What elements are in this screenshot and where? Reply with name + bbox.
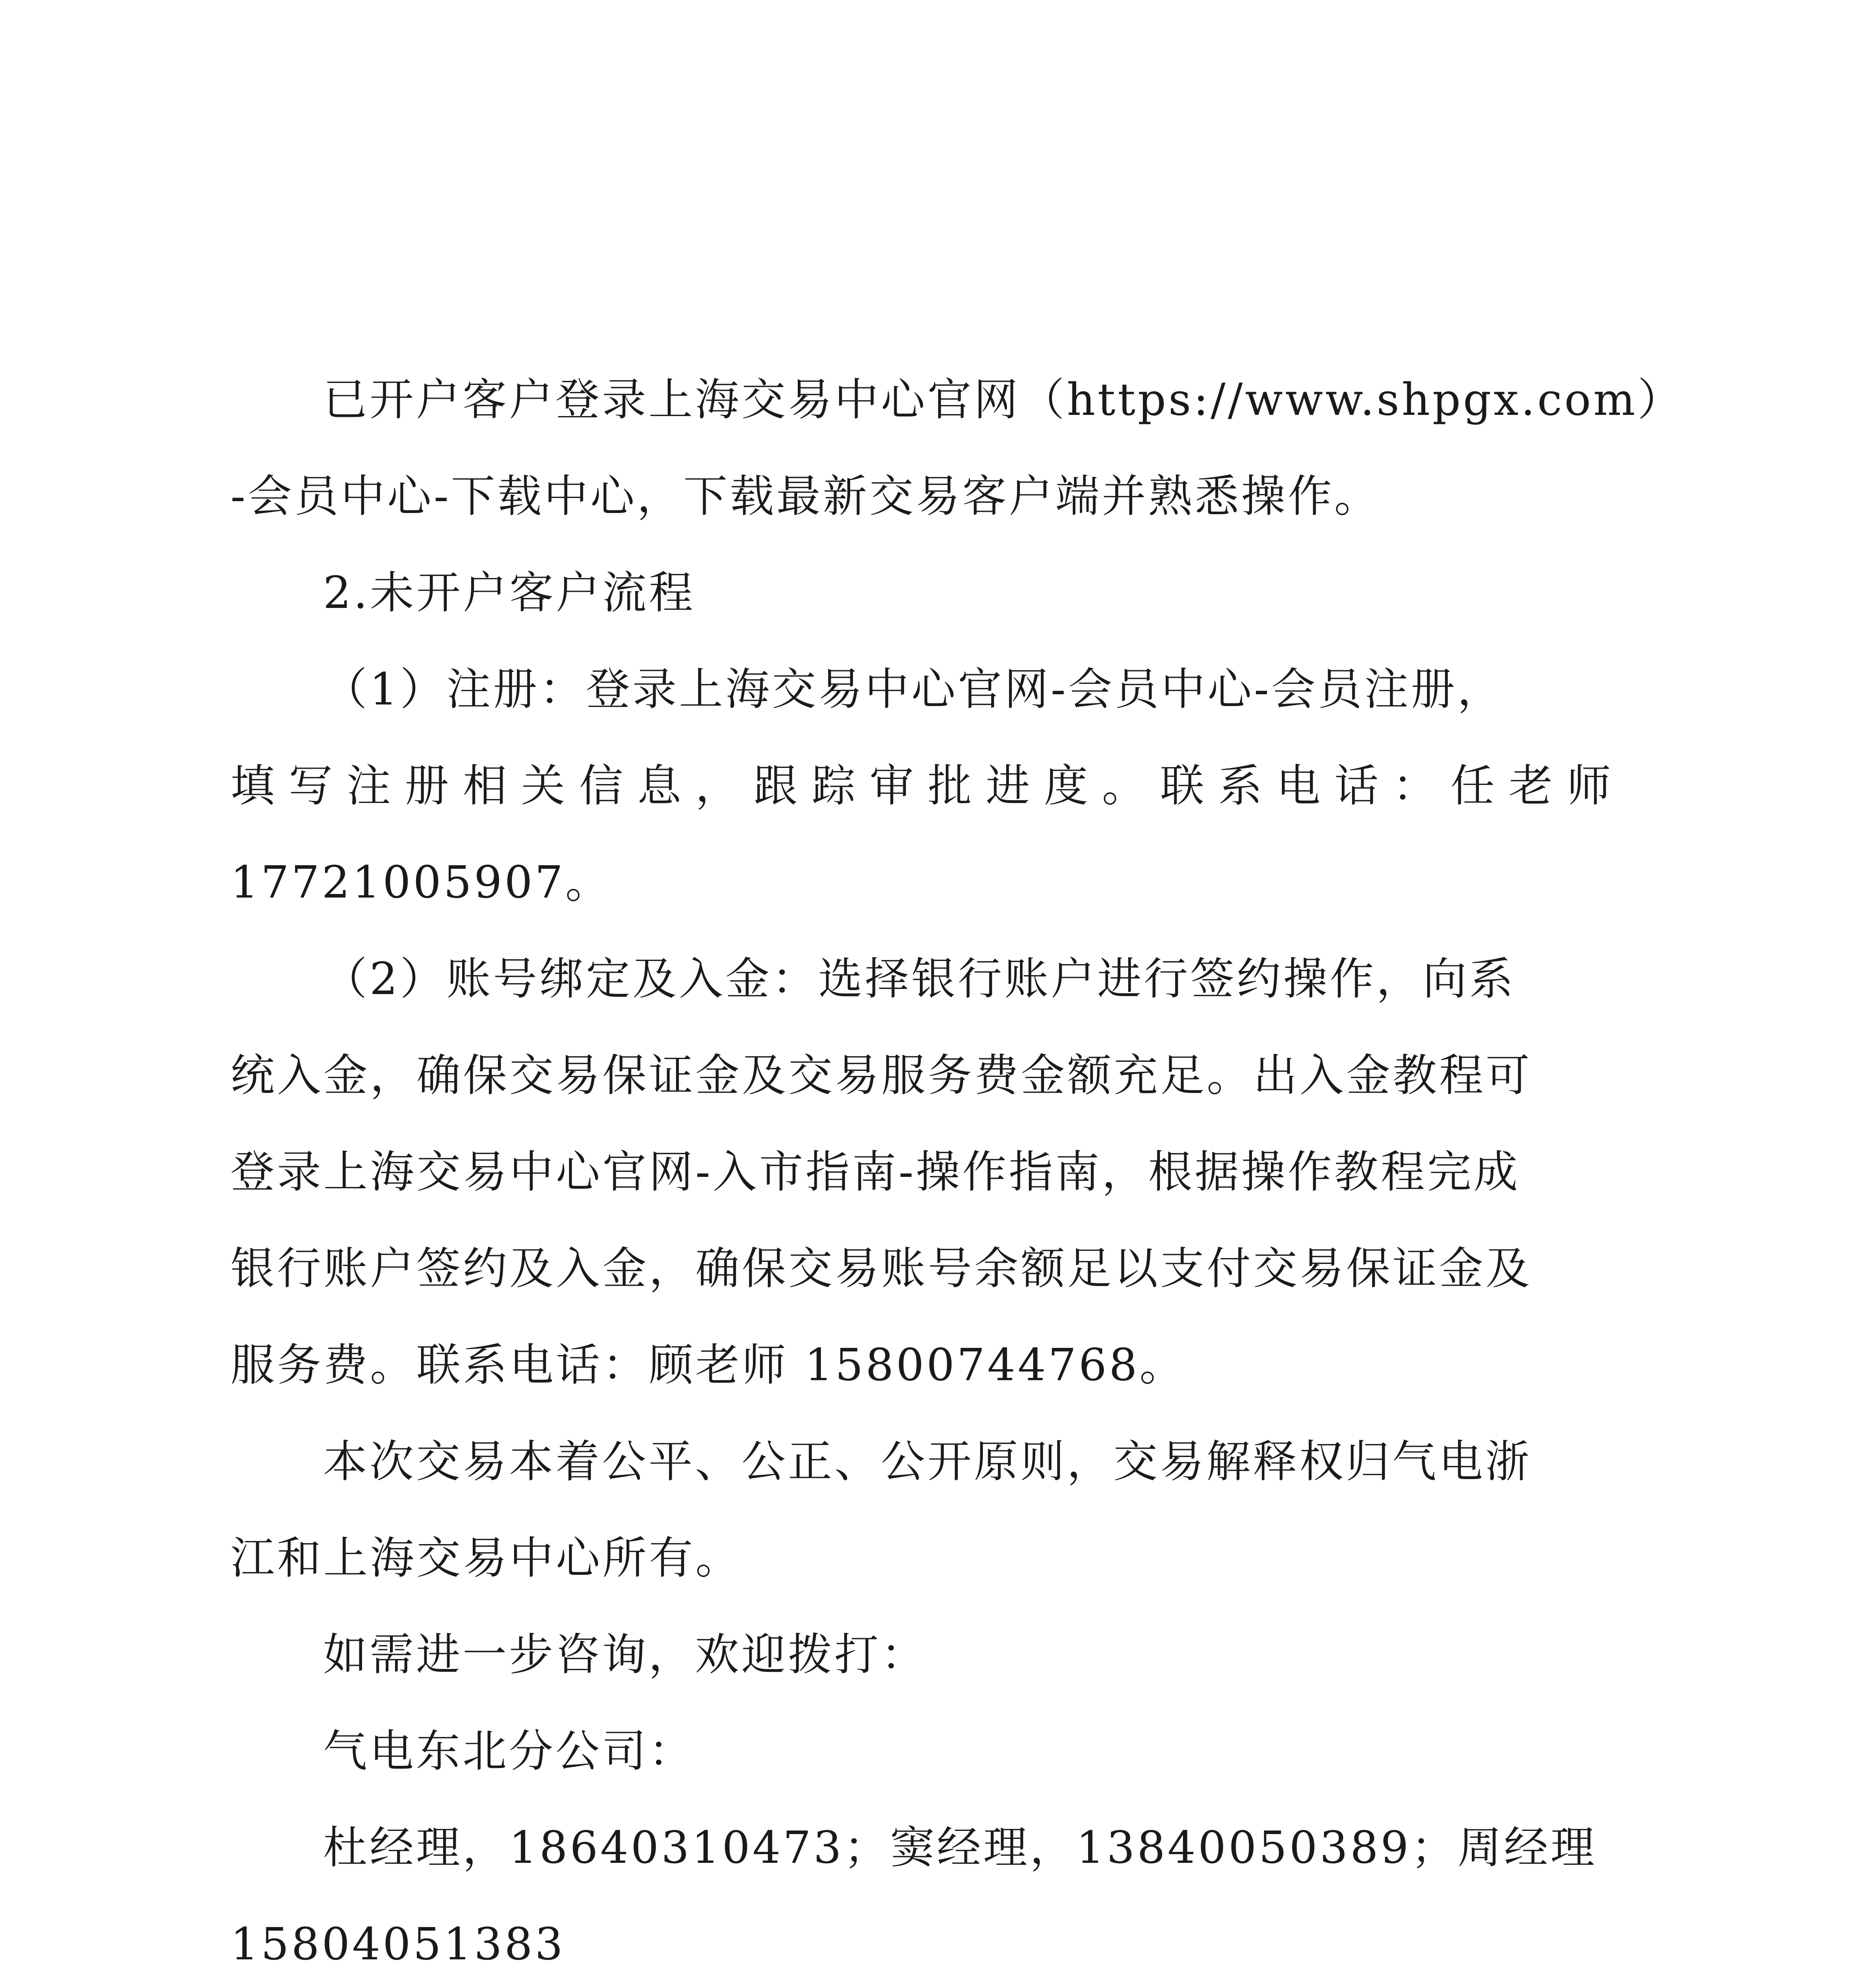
paragraph-line: 银行账户签约及入金，确保交易账号余额足以支付交易保证金及 [230, 1243, 1532, 1294]
paragraph-line: 登录上海交易中心官网-入市指南-操作指南，根据操作教程完成 [230, 1147, 1520, 1198]
paragraph-line: 杜经理，18640310473；窦经理，13840050389；周经理 [323, 1822, 1597, 1873]
paragraph-line: 15804051383 [230, 1919, 565, 1970]
paragraph-line: 气电东北分公司： [323, 1726, 695, 1777]
paragraph-line: 统入金，确保交易保证金及交易服务费金额充足。出入金教程可 [230, 1050, 1532, 1101]
paragraph-line: （1）注册：登录上海交易中心官网-会员中心-会员注册， [323, 664, 1504, 715]
paragraph-line: （2）账号绑定及入金：选择银行账户进行签约操作，向系 [323, 953, 1516, 1005]
paragraph-line: 江和上海交易中心所有。 [230, 1533, 742, 1584]
paragraph-line: 17721005907。 [230, 857, 612, 908]
paragraph-line: 如需进一步咨询，欢迎拨打： [323, 1629, 927, 1680]
paragraph-line: 服务费。联系电话：顾老师 15800744768。 [230, 1340, 1186, 1391]
paragraph-line: 本次交易本着公平、公正、公开原则，交易解释权归气电浙 [323, 1436, 1532, 1487]
section-heading: 2.未开户客户流程 [323, 567, 695, 619]
paragraph-line: 已开户客户登录上海交易中心官网（https://www.shpgx.com） [323, 374, 1684, 426]
paragraph-line: 填写注册相关信息，跟踪审批进度。联系电话：任老师 [230, 760, 1613, 812]
paragraph-line: -会员中心-下载中心，下载最新交易客户端并熟悉操作。 [230, 471, 1381, 522]
